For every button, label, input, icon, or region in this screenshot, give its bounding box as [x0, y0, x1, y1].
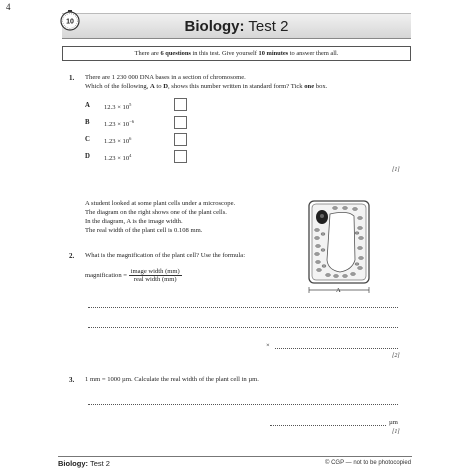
instructions-box: There are 6 questions in this test. Give yourself 10 minutes to answer them all.	[62, 46, 411, 61]
test-header	[62, 13, 411, 39]
magnification-formula: magnification = $\frac{\text{image width (mm)}}{\text{real width (mm)}}$	[85, 268, 180, 283]
question-1-marks: [1]	[392, 167, 400, 173]
question-3-marks: [1]	[392, 429, 400, 435]
option-d-checkbox[interactable]	[174, 150, 187, 163]
footer-title: Biology: Test 2	[58, 459, 110, 468]
clock-icon	[59, 9, 81, 31]
question-3-number: 3.	[69, 376, 75, 384]
option-d-letter: D	[85, 153, 90, 160]
question-2-number: 2.	[69, 252, 75, 260]
option-a-letter: A	[85, 102, 90, 109]
option-c-text: $1.23 \times 10^6$	[104, 136, 132, 146]
question-2-marks: [2]	[392, 353, 400, 359]
magnification-answer-line[interactable]	[275, 348, 398, 349]
question-3-text: 1 mm = 1000 µm. Calculate the real width of the plant cell in µm.	[85, 376, 259, 383]
question-1-text: There are 1 230 000 DNA bases in a section of chromosome. Which of the following, A to D, shows this number written in standard form? Tick one box.	[85, 74, 328, 90]
diagram-label-a: A	[336, 287, 341, 294]
option-c-letter: C	[85, 136, 90, 143]
answer-unit: µm	[389, 419, 398, 426]
option-d-text: $1.23 \times 10^4$	[104, 153, 132, 163]
option-a-text: $12.3 \times 10^5$	[104, 102, 132, 112]
answer-line-2[interactable]	[88, 327, 398, 328]
width-answer-line[interactable]	[270, 425, 386, 426]
option-b-letter: B	[85, 119, 90, 126]
test-title: Biology: Test 2	[184, 17, 289, 35]
copyright-notice: © CGP — not to be photocopied	[325, 460, 412, 466]
option-b-text: $1.23 \times 10^{-6}$	[104, 119, 134, 129]
option-a-checkbox[interactable]	[174, 98, 187, 111]
question-1-number: 1.	[69, 74, 75, 82]
plant-cell-context: A student looked at some plant cells under a microscope. The diagram on the right shows one of the plant cells. In the diagram, A is the image width. The real width of the plant cell is 0.108 mm.	[85, 200, 236, 234]
question-2-text: What is the magnification of the plant cell? Use the formula:	[85, 252, 246, 259]
page-number: 4	[6, 2, 11, 12]
svg-text:10: 10	[66, 18, 74, 26]
answer-prefix: ×	[266, 342, 270, 349]
plant-cell-diagram	[300, 198, 380, 298]
answer-line-3[interactable]	[88, 404, 398, 405]
footer-divider	[58, 456, 412, 457]
answer-line-1[interactable]	[88, 307, 398, 308]
option-c-checkbox[interactable]	[174, 133, 187, 146]
option-b-checkbox[interactable]	[174, 116, 187, 129]
